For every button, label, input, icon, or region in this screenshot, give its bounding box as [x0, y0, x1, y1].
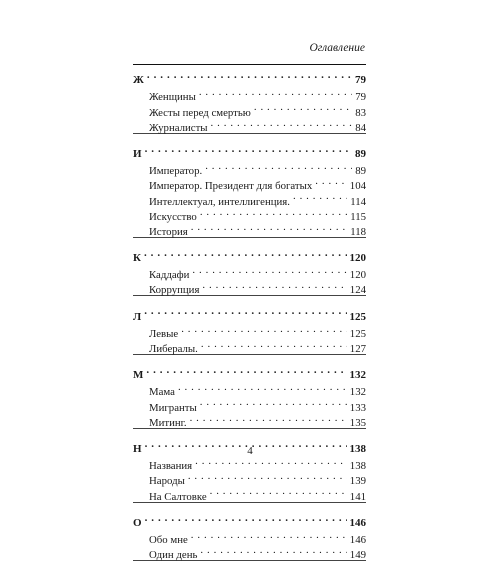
toc-entry-title: История — [149, 225, 188, 238]
toc-entry-title: Левые — [149, 327, 179, 340]
toc-letter-heading-page: 120 — [349, 252, 366, 265]
toc-entry-page: 84 — [355, 121, 366, 134]
toc-section — [133, 363, 366, 429]
toc-letter-heading-title: О — [133, 516, 142, 529]
toc-letter-heading-page: 146 — [349, 516, 366, 529]
page-number: 4 — [247, 445, 253, 457]
toc-entry-page: 133 — [349, 401, 366, 414]
toc-entry-title: На Салтовке — [149, 490, 207, 503]
toc-letter-heading-page: 132 — [349, 369, 366, 382]
toc-entry-title: Женщины — [149, 91, 196, 104]
dot-leader — [205, 159, 352, 174]
toc-letter-heading[interactable] — [133, 363, 366, 382]
toc-entry-title: Император. — [149, 165, 203, 178]
toc-entry-title: Митинг. — [149, 416, 187, 429]
dot-leader — [147, 68, 352, 83]
toc-entry-page: 83 — [355, 106, 366, 119]
toc-entry-page: 89 — [355, 165, 366, 178]
dot-leader — [145, 142, 352, 157]
toc-entry-page: 146 — [349, 533, 366, 546]
dot-leader — [200, 395, 347, 410]
toc-entry-title: Император. Президент для богатых — [149, 180, 313, 193]
dot-leader — [178, 380, 347, 395]
toc-entry-title: Журналисты — [149, 121, 208, 134]
toc-section — [133, 246, 366, 297]
toc-entry-title: Народы — [149, 475, 185, 488]
toc-entry-title: Обо мне — [149, 533, 188, 546]
running-header: Оглавление — [309, 42, 365, 54]
dot-leader — [146, 363, 346, 378]
dot-leader — [254, 100, 352, 115]
toc-entry[interactable] — [133, 263, 366, 282]
dot-leader — [144, 304, 346, 319]
toc-entry-title: Коррупция — [149, 284, 200, 297]
toc-entry-page: 104 — [349, 180, 366, 193]
toc-letter-heading[interactable] — [133, 511, 366, 529]
toc-entry-page: 135 — [349, 416, 366, 429]
dot-leader — [315, 174, 347, 189]
toc-entry-page: 115 — [350, 210, 366, 223]
toc-entry-page: 124 — [349, 284, 366, 297]
dot-leader — [199, 85, 352, 100]
dot-leader — [200, 205, 347, 220]
header-rule — [133, 64, 366, 65]
table-of-contents — [133, 68, 366, 561]
dot-leader — [191, 220, 347, 235]
toc-entry-page: 127 — [349, 343, 366, 355]
dot-leader — [190, 411, 347, 426]
toc-letter-heading-title: Н — [133, 442, 142, 455]
toc-entry-title: Мама — [149, 386, 175, 399]
toc-letter-heading[interactable] — [133, 142, 366, 160]
toc-letter-heading-title: Л — [133, 310, 142, 323]
toc-entry-page: 118 — [350, 225, 366, 238]
toc-entry-title: Мигранты — [149, 401, 197, 414]
dot-leader — [293, 189, 347, 204]
toc-entry-page: 132 — [349, 386, 366, 399]
toc-section — [133, 304, 366, 355]
dot-leader — [181, 322, 347, 337]
dot-leader — [191, 528, 347, 543]
toc-section — [133, 511, 366, 562]
dot-leader — [144, 246, 347, 261]
toc-letter-heading[interactable] — [133, 246, 366, 265]
toc-entry-page: 149 — [349, 549, 366, 562]
dot-leader — [201, 337, 347, 352]
toc-letter-heading[interactable] — [133, 68, 366, 87]
dot-leader — [145, 511, 347, 526]
toc-section — [133, 68, 366, 134]
toc-entry[interactable] — [133, 528, 366, 546]
toc-entry-title: Названия — [149, 460, 193, 473]
toc-entry-title: Один день — [149, 549, 198, 562]
toc-letter-heading-page: 89 — [355, 147, 366, 160]
dot-leader — [211, 116, 353, 131]
dot-leader — [200, 543, 346, 558]
dot-leader — [210, 484, 347, 499]
toc-entry-page: 120 — [349, 269, 366, 282]
dot-leader — [188, 469, 347, 484]
toc-entry-page: 139 — [349, 475, 366, 488]
toc-entry-page: 114 — [350, 195, 366, 208]
toc-entry-page: 138 — [349, 460, 366, 473]
toc-section — [133, 142, 366, 238]
dot-leader — [192, 263, 346, 278]
toc-letter-heading-title: Ж — [133, 74, 144, 87]
toc-entry-page: 141 — [349, 490, 366, 503]
toc-letter-heading-page: 138 — [349, 442, 366, 455]
toc-letter-heading-title: И — [133, 147, 142, 160]
toc-entry[interactable] — [133, 380, 366, 399]
toc-entry-page: 125 — [349, 327, 366, 340]
dot-leader — [202, 278, 346, 293]
toc-letter-heading-page: 79 — [355, 74, 366, 87]
toc-letter-heading-page: 125 — [349, 310, 366, 323]
toc-entry-title: Искусство — [149, 210, 197, 223]
toc-entry-title: Либералы. — [149, 343, 198, 355]
toc-letter-heading[interactable] — [133, 304, 366, 323]
toc-letter-heading-title: К — [133, 252, 141, 265]
toc-entry-title: Жесты перед смертью — [149, 106, 251, 119]
toc-entry-title: Интеллектуал, интеллигенция. — [149, 195, 290, 208]
toc-letter-heading-title: М — [133, 369, 144, 382]
toc-entry[interactable] — [133, 85, 366, 104]
toc-entry[interactable] — [133, 159, 366, 178]
toc-entry-page: 79 — [355, 91, 366, 104]
toc-entry[interactable] — [133, 322, 366, 340]
toc-entry-title: Каддафи — [149, 269, 190, 282]
